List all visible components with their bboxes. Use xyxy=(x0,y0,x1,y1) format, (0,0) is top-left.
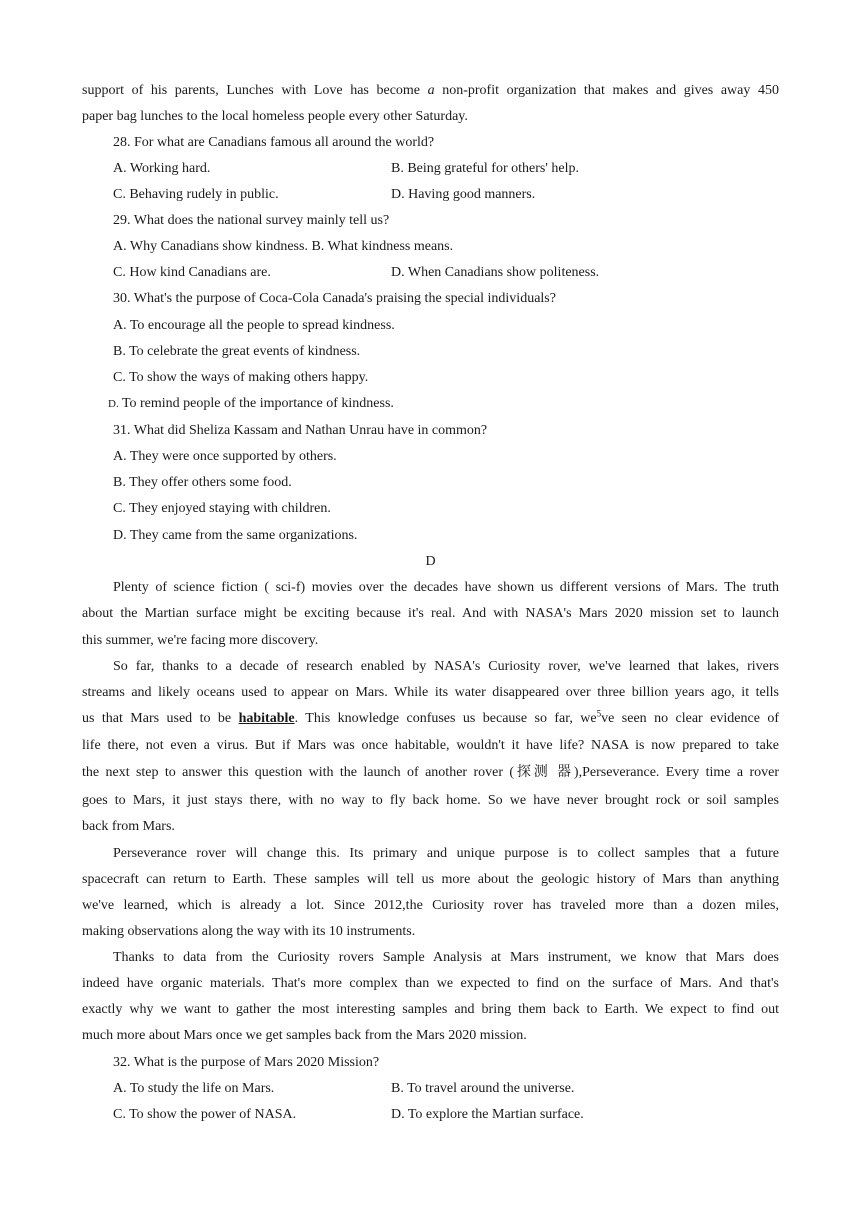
question-32-option-a: A. To study the life on Mars. xyxy=(113,1081,275,1096)
question-30-stem: 30. What's the purpose of Coca-Cola Canada's praising the special individuals? xyxy=(113,291,556,306)
intro-text-italic: a xyxy=(427,83,435,98)
question-32-option-c: C. To show the power of NASA. xyxy=(113,1107,297,1122)
question-30-option-d-letter: D. xyxy=(108,398,119,410)
passage-p2-line-3-pre: us that Mars used to be xyxy=(82,711,239,726)
passage-p4-line-1: Thanks to data from the Curiosity rovers Sample Analysis at Mars instrument, we know that Mars does xyxy=(113,950,779,965)
intro-text-post: non-profit organization that makes and gives away 450 xyxy=(434,83,779,98)
passage-p1-line-2: about the Martian surface might be exciting because it's real. And with NASA's Mars 2020 mission set to launch xyxy=(82,606,779,621)
question-30-option-d-text: To remind people of the importance of kindness. xyxy=(118,396,394,411)
question-28-option-b: B. Being grateful for others' help. xyxy=(391,161,579,176)
question-28-stem: 28. For what are Canadians famous all around the world? xyxy=(113,135,435,150)
question-29-option-ab: A. Why Canadians show kindness. B. What kindness means. xyxy=(113,239,454,254)
passage-p2-line-3-post: ve seen no clear evidence of xyxy=(601,711,779,726)
passage-p1-line-1: Plenty of science fiction ( sci-f) movies over the decades have shown us different versions of Mars. The truth xyxy=(113,580,779,595)
keyword-habitable: habitable xyxy=(238,711,295,726)
question-28-option-d: D. Having good manners. xyxy=(391,187,536,202)
question-32-option-d: D. To explore the Martian surface. xyxy=(391,1107,584,1122)
question-32-stem: 32. What is the purpose of Mars 2020 Mission? xyxy=(113,1055,380,1070)
passage-p2-line-1: So far, thanks to a decade of research enabled by NASA's Curiosity rover, we've learned that lakes, rivers xyxy=(113,659,779,674)
question-28-option-c: C. Behaving rudely in public. xyxy=(113,187,279,202)
question-31-option-b: B. They offer others some food. xyxy=(113,475,292,490)
passage-p2-line-5: the next step to answer this question with the launch of another rover (探测 器),Perseverance. Every time a rover xyxy=(82,765,779,780)
question-29-option-c: C. How kind Canadians are. xyxy=(113,265,271,280)
passage-p4-line-4: much more about Mars once we get samples back from the Mars 2020 mission. xyxy=(82,1028,527,1043)
passage-p2-line-3-mid: . This knowledge confuses us because so far, we xyxy=(294,711,597,726)
question-29-option-d: D. When Canadians show politeness. xyxy=(391,265,600,280)
question-30-option-b: B. To celebrate the great events of kindness. xyxy=(113,344,361,359)
question-31-option-c: C. They enjoyed staying with children. xyxy=(113,501,331,516)
section-heading: D xyxy=(425,554,436,569)
passage-p3-line-3: we've learned, which is already a lot. Since 2012,the Curiosity rover has traveled more than a dozen miles, xyxy=(82,898,779,913)
intro-line-1 xyxy=(82,82,779,100)
passage-p4-line-3: exactly why we want to gather the most interesting samples and bring them back to Earth. We expect to find out xyxy=(82,1002,779,1017)
passage-p2-line-7: back from Mars. xyxy=(82,819,175,834)
passage-p3-line-1: Perseverance rover will change this. Its primary and unique purpose is to collect samples that a future xyxy=(113,846,779,861)
question-28-option-a: A. Working hard. xyxy=(113,161,211,176)
question-30-option-d xyxy=(108,395,394,413)
question-30-option-c: C. To show the ways of making others happy. xyxy=(113,370,369,385)
passage-p4-line-2: indeed have organic materials. That's more complex than we expected to find on the surface of Mars. And that's xyxy=(82,976,779,991)
passage-p2-line-4: life there, not even a virus. But if Mars was once habitable, wouldn't it have life? NASA is now prepared to take xyxy=(82,738,779,753)
passage-p2-line-6: goes to Mars, it just stays there, with no way to fly back home. So we have never brought rock or soil samples xyxy=(82,793,779,808)
question-32-option-b: B. To travel around the universe. xyxy=(391,1081,575,1096)
passage-p3-line-4: making observations along the way with its 10 instruments. xyxy=(82,924,416,939)
question-31-option-d: D. They came from the same organizations. xyxy=(113,528,358,543)
intro-line-2: paper bag lunches to the local homeless people every other Saturday. xyxy=(82,109,468,124)
question-29-stem: 29. What does the national survey mainly tell us? xyxy=(113,213,390,228)
intro-text-pre: support of his parents, Lunches with Love has become xyxy=(82,83,428,98)
question-31-option-a: A. They were once supported by others. xyxy=(113,449,337,464)
passage-p2-line-2: streams and likely oceans used to appear on Mars. While its water disappeared over three billion years ago, it tells xyxy=(82,685,779,700)
question-31-stem: 31. What did Sheliza Kassam and Nathan Unrau have in common? xyxy=(113,423,488,438)
question-30-option-a: A. To encourage all the people to spread kindness. xyxy=(113,318,395,333)
passage-p2-line-3 xyxy=(82,710,779,728)
superscript-mark: 5 xyxy=(596,708,602,719)
passage-p1-line-3: this summer, we're facing more discovery. xyxy=(82,633,319,648)
passage-p3-line-2: spacecraft can return to Earth. These samples will tell us more about the geologic history of Mars than anything xyxy=(82,872,779,887)
